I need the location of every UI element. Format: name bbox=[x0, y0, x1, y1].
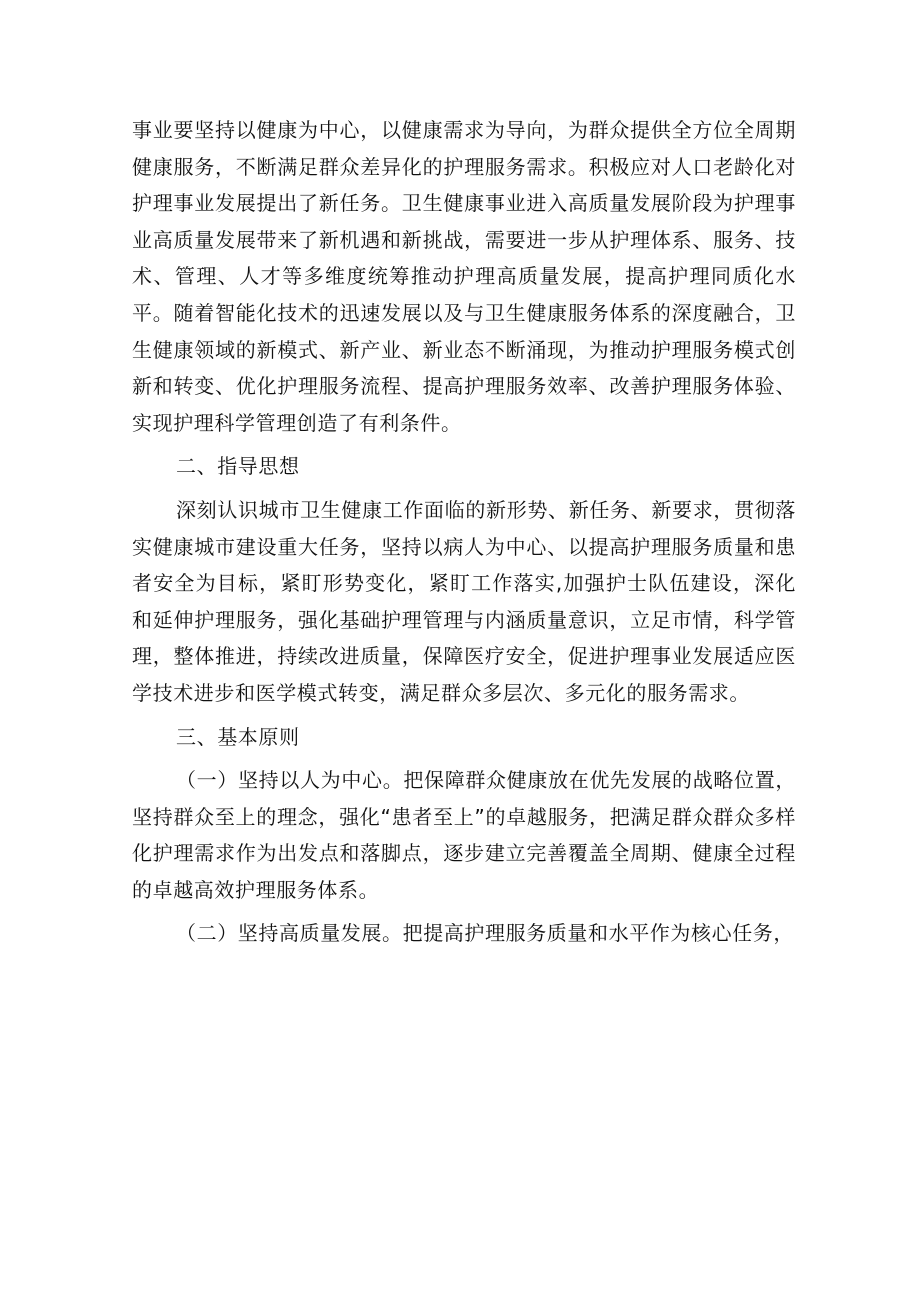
heading-guiding-ideology: 二、指导思想 bbox=[176, 454, 300, 479]
paragraph-principle-1: （一）坚持以人为中心。把保障群众健康放在优先发展的战略位置，坚持群众至上的理念，强化“患者至上”的卓越服务，把满足群众群众多样化护理需求作为出发点和落脚点，逐步建立完善覆盖全周期、健康全过程的卓越高效护理服务体系。 bbox=[132, 768, 796, 902]
paragraph-background-continued: 事业要坚持以健康为中心，以健康需求为导向，为群众提供全方位全周期健康服务，不断满足群众差异化的护理服务需求。积极应对人口老龄化对护理事业发展提出了新任务。卫生健康事业进入高质量发展阶段为护理事业高质量发展带来了新机遇和新挑战，需要进一步从护理体系、服务、技术、管理、人才等多维度统筹推动护理高质量发展，提高护理同质化水平。随着智能化技术的迅速发展以及与卫生健康服务体系的深度融合，卫生健康领域的新模式、新产业、新业态不断涌现，为推动护理服务模式创新和转变、优化护理服务流程、提高护理服务效率、改善护理服务体验、实现护理科学管理创造了有利条件。 bbox=[132, 118, 796, 435]
paragraph-guiding-ideology: 深刻认识城市卫生健康工作面临的新形势、新任务、新要求，贯彻落实健康城市建设重大任务，坚持以病人为中心、以提高护理服务质量和患者安全为目标，紧盯形势变化，紧盯工作落实,加强护士队伍建设，深化和延伸护理服务，强化基础护理管理与内涵质量意识，立足市情，科学管理，整体推进，持续改进质量，保障医疗安全，促进护理事业发展适应医学技术进步和医学模式转变，满足群众多层次、多元化的服务需求。 bbox=[132, 497, 796, 705]
paragraph-principle-2: （二）坚持高质量发展。把提高护理服务质量和水平作为核心任务， bbox=[176, 921, 794, 946]
heading-basic-principles: 三、基本原则 bbox=[176, 724, 300, 749]
document-body bbox=[132, 112, 796, 952]
